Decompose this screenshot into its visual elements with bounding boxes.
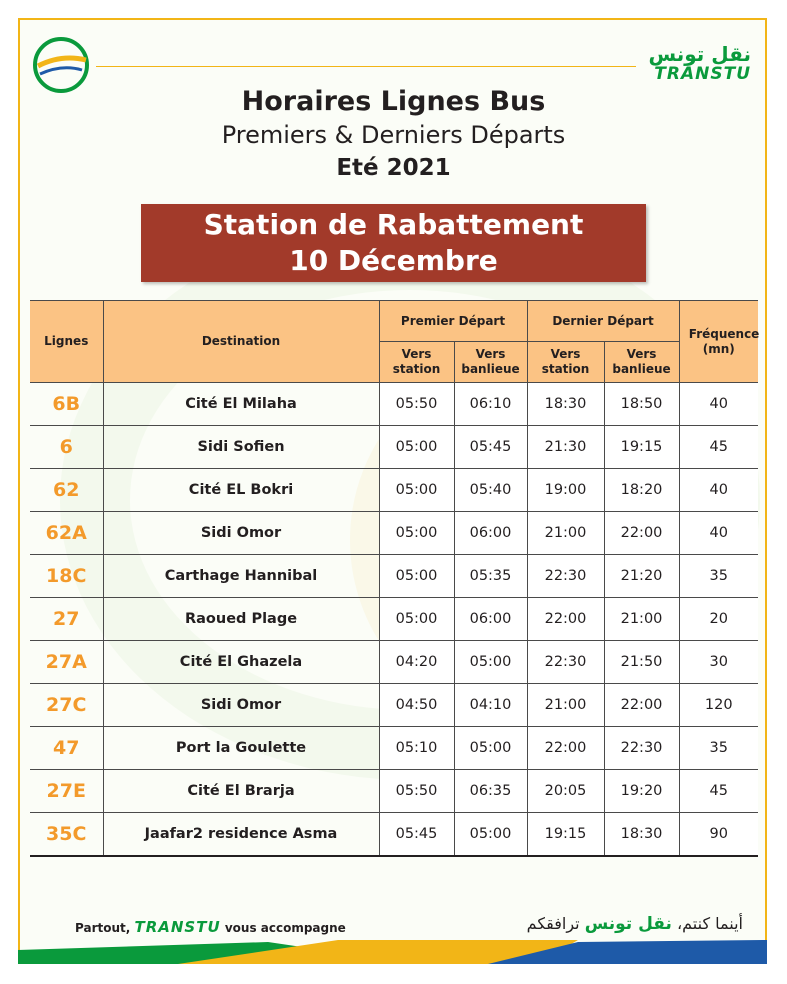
premier-vers-banlieue: 06:00 [454,598,527,641]
destination: Carthage Hannibal [103,555,379,598]
header-vers-banlieue [454,342,527,383]
frequence: 40 [679,383,758,426]
dernier-vers-banlieue: 22:00 [604,512,679,555]
table-row [30,426,758,469]
dernier-vers-banlieue: 21:00 [604,598,679,641]
premier-vers-banlieue: 05:40 [454,469,527,512]
premier-vers-station: 05:10 [379,727,454,770]
premier-vers-banlieue: 05:00 [454,813,527,857]
dernier-vers-station: 22:00 [527,727,604,770]
line-number: 35C [30,813,103,857]
dernier-vers-banlieue: 22:30 [604,727,679,770]
header-lignes: Lignes [30,301,103,383]
premier-vers-station: 04:50 [379,684,454,727]
dernier-vers-station: 22:30 [527,555,604,598]
frequence: 40 [679,469,758,512]
line-number: 27E [30,770,103,813]
header-destination: Destination [103,301,379,383]
page-title: Horaires Lignes Bus [241,86,546,117]
frequence-label: Fréquence (mn) [688,326,760,356]
footer-slogan-fr [75,918,346,936]
dernier-vers-station: 20:05 [527,770,604,813]
header-rule [96,66,636,67]
premier-vers-banlieue: 05:35 [454,555,527,598]
footer-color-stripe [18,940,767,964]
table-row [30,383,758,426]
dernier-vers-banlieue: 22:00 [604,684,679,727]
slogan-ar-pre: أينما كنتم، [671,914,743,933]
destination: Raoued Plage [103,598,379,641]
schedule-table [30,300,758,857]
frequence: 120 [679,684,758,727]
page-subtitle: Premiers & Derniers Départs [221,121,566,149]
dernier-vers-station: 19:00 [527,469,604,512]
banlieue-label: banlieue [612,362,671,376]
line-number: 18C [30,555,103,598]
dernier-vers-station: 21:00 [527,684,604,727]
destination: Cité EL Bokri [103,469,379,512]
footer-slogan-ar [527,914,743,934]
brand-wordmark [648,44,751,84]
frequence: 35 [679,555,758,598]
station-label: station [392,362,441,376]
premier-vers-banlieue: 04:10 [454,684,527,727]
table-row [30,641,758,684]
destination: Cité El Milaha [103,383,379,426]
header-frequence [679,301,758,383]
line-number: 6B [30,383,103,426]
premier-vers-station: 05:00 [379,555,454,598]
premier-vers-station: 05:00 [379,469,454,512]
banlieue-label: banlieue [461,362,520,376]
destination: Port la Goulette [103,727,379,770]
destination: Sidi Omor [103,512,379,555]
table-row [30,555,758,598]
line-number: 27 [30,598,103,641]
dernier-vers-station: 22:30 [527,641,604,684]
frequence: 45 [679,426,758,469]
vers-label: Vers [475,347,506,361]
line-number: 27C [30,684,103,727]
vers-label: Vers [626,347,657,361]
line-number: 62A [30,512,103,555]
premier-vers-banlieue: 05:00 [454,727,527,770]
line-number: 6 [30,426,103,469]
table-row [30,727,758,770]
frequence: 45 [679,770,758,813]
premier-vers-station: 05:00 [379,598,454,641]
brand-latin: TRANSTU [654,64,751,84]
dernier-vers-banlieue: 18:30 [604,813,679,857]
station-name: Station de Rabattement [203,208,584,241]
line-number: 27A [30,641,103,684]
premier-vers-station: 05:00 [379,512,454,555]
slogan-fr-brand: TRANSTU [134,918,221,936]
premier-vers-banlieue: 06:35 [454,770,527,813]
table-row [30,598,758,641]
line-number: 62 [30,469,103,512]
dernier-vers-banlieue: 18:50 [604,383,679,426]
header-vers-banlieue [604,342,679,383]
slogan-fr-pre: Partout, [75,921,135,935]
frequence: 40 [679,512,758,555]
dernier-vers-station: 22:00 [527,598,604,641]
dernier-vers-banlieue: 19:20 [604,770,679,813]
header-vers-station [527,342,604,383]
dernier-vers-banlieue: 21:50 [604,641,679,684]
station-label: station [541,362,590,376]
table-row [30,512,758,555]
frequence: 20 [679,598,758,641]
header-dernier-depart: Dernier Départ [527,301,679,342]
table-row [30,469,758,512]
dernier-vers-station: 21:00 [527,512,604,555]
table-row [30,770,758,813]
dernier-vers-station: 21:30 [527,426,604,469]
destination: Cité El Ghazela [103,641,379,684]
destination: Jaafar2 residence Asma [103,813,379,857]
premier-vers-station: 05:00 [379,426,454,469]
slogan-ar-post: ترافقكم [526,914,585,933]
table-row [30,684,758,727]
brand-arabic: نقل تونس [648,42,751,66]
vers-label: Vers [401,347,432,361]
premier-vers-station: 05:50 [379,770,454,813]
season-label: Eté 2021 [336,155,451,181]
header-premier-depart: Premier Départ [379,301,527,342]
dernier-vers-banlieue: 18:20 [604,469,679,512]
premier-vers-station: 05:50 [379,383,454,426]
destination: Sidi Sofien [103,426,379,469]
line-number: 47 [30,727,103,770]
premier-vers-station: 05:45 [379,813,454,857]
station-banner [141,204,646,282]
premier-vers-banlieue: 06:10 [454,383,527,426]
frequence: 35 [679,727,758,770]
header-vers-station [379,342,454,383]
premier-vers-banlieue: 05:00 [454,641,527,684]
slogan-fr-post: vous accompagne [220,921,346,935]
station-subname: 10 Décembre [289,244,498,277]
dernier-vers-banlieue: 19:15 [604,426,679,469]
slogan-ar-brand: نقل تونس [584,914,672,934]
frequence: 30 [679,641,758,684]
premier-vers-station: 04:20 [379,641,454,684]
premier-vers-banlieue: 05:45 [454,426,527,469]
destination: Cité El Brarja [103,770,379,813]
vers-label: Vers [550,347,581,361]
dernier-vers-banlieue: 21:20 [604,555,679,598]
dernier-vers-station: 18:30 [527,383,604,426]
table-row [30,813,758,857]
premier-vers-banlieue: 06:00 [454,512,527,555]
dernier-vers-station: 19:15 [527,813,604,857]
frequence: 90 [679,813,758,857]
destination: Sidi Omor [103,684,379,727]
